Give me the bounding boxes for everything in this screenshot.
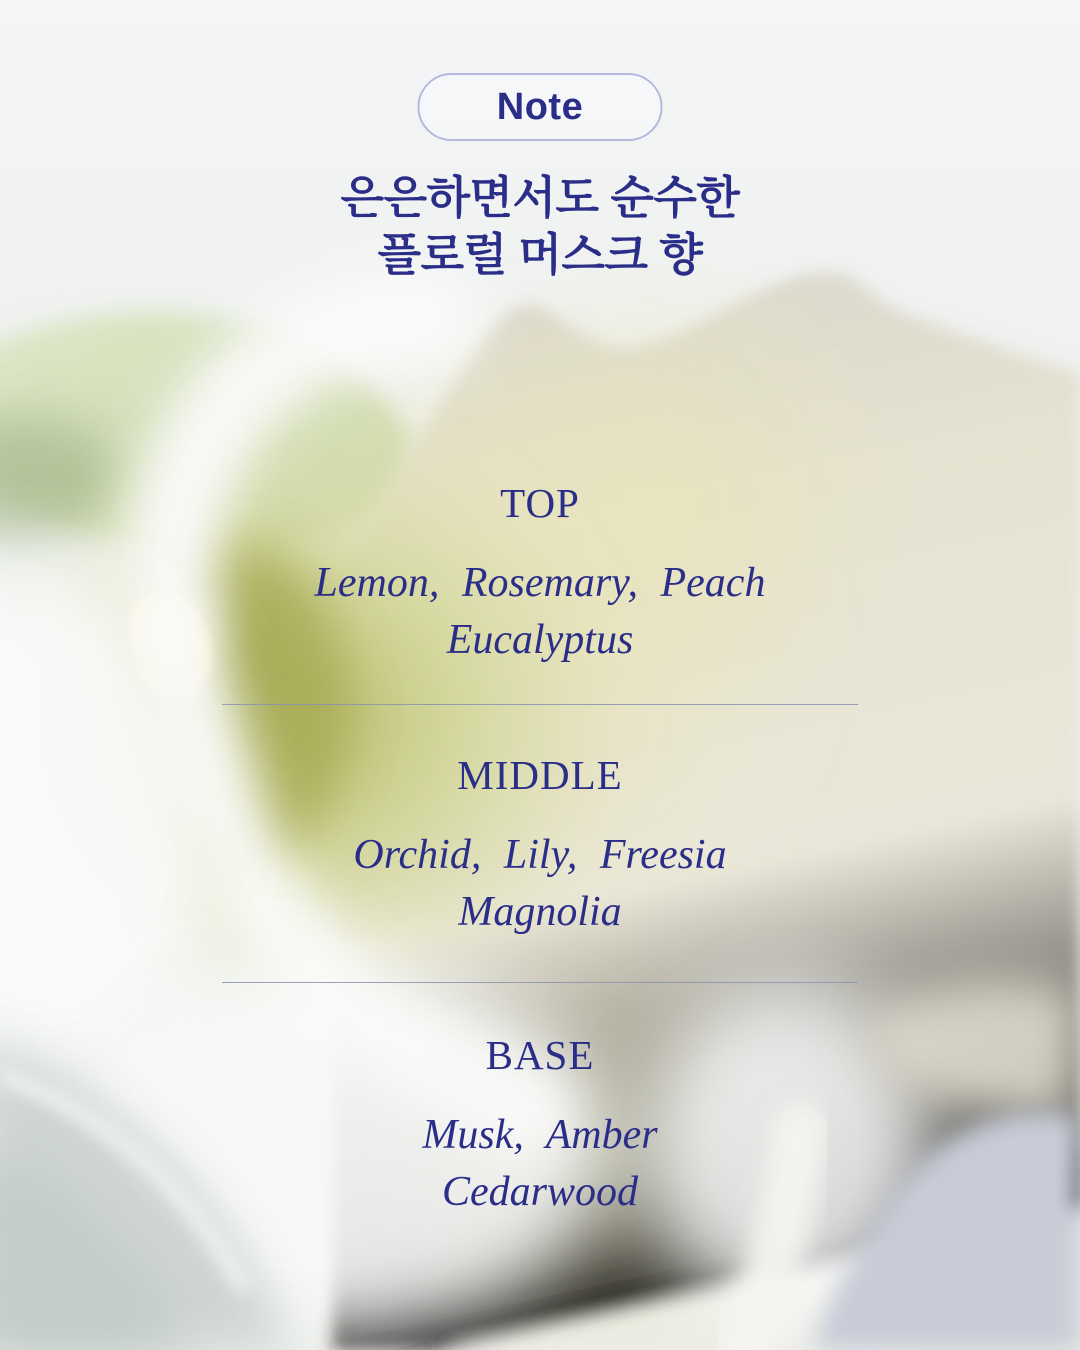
base-notes-title: BASE <box>485 1032 595 1078</box>
base-notes-line1: Musk, Amber <box>422 1112 658 1158</box>
middle-notes-title: MIDDLE <box>457 752 623 798</box>
scent-description <box>0 169 1080 283</box>
base-notes-section <box>0 1030 1080 1221</box>
middle-notes-line1: Orchid, Lily, Freesia <box>353 832 727 878</box>
top-notes-title: TOP <box>500 480 580 526</box>
base-notes-list <box>0 1107 1080 1221</box>
top-notes-line2: Eucalyptus <box>446 617 634 663</box>
scent-description-line2: 플로럴 머스크 향 <box>377 229 703 280</box>
middle-notes-section <box>0 750 1080 941</box>
middle-notes-list <box>0 827 1080 941</box>
note-badge-label: Note <box>496 85 584 128</box>
middle-notes-line2: Magnolia <box>458 889 622 935</box>
section-divider-1 <box>222 704 858 705</box>
section-divider-2 <box>222 982 858 983</box>
note-badge <box>418 73 663 141</box>
top-notes-list <box>0 555 1080 669</box>
base-notes-line2: Cedarwood <box>441 1169 638 1215</box>
top-notes-line1: Lemon, Rosemary, Peach <box>314 560 766 606</box>
top-notes-section <box>0 478 1080 669</box>
scent-description-line1: 은은하면서도 순수한 <box>340 172 740 223</box>
